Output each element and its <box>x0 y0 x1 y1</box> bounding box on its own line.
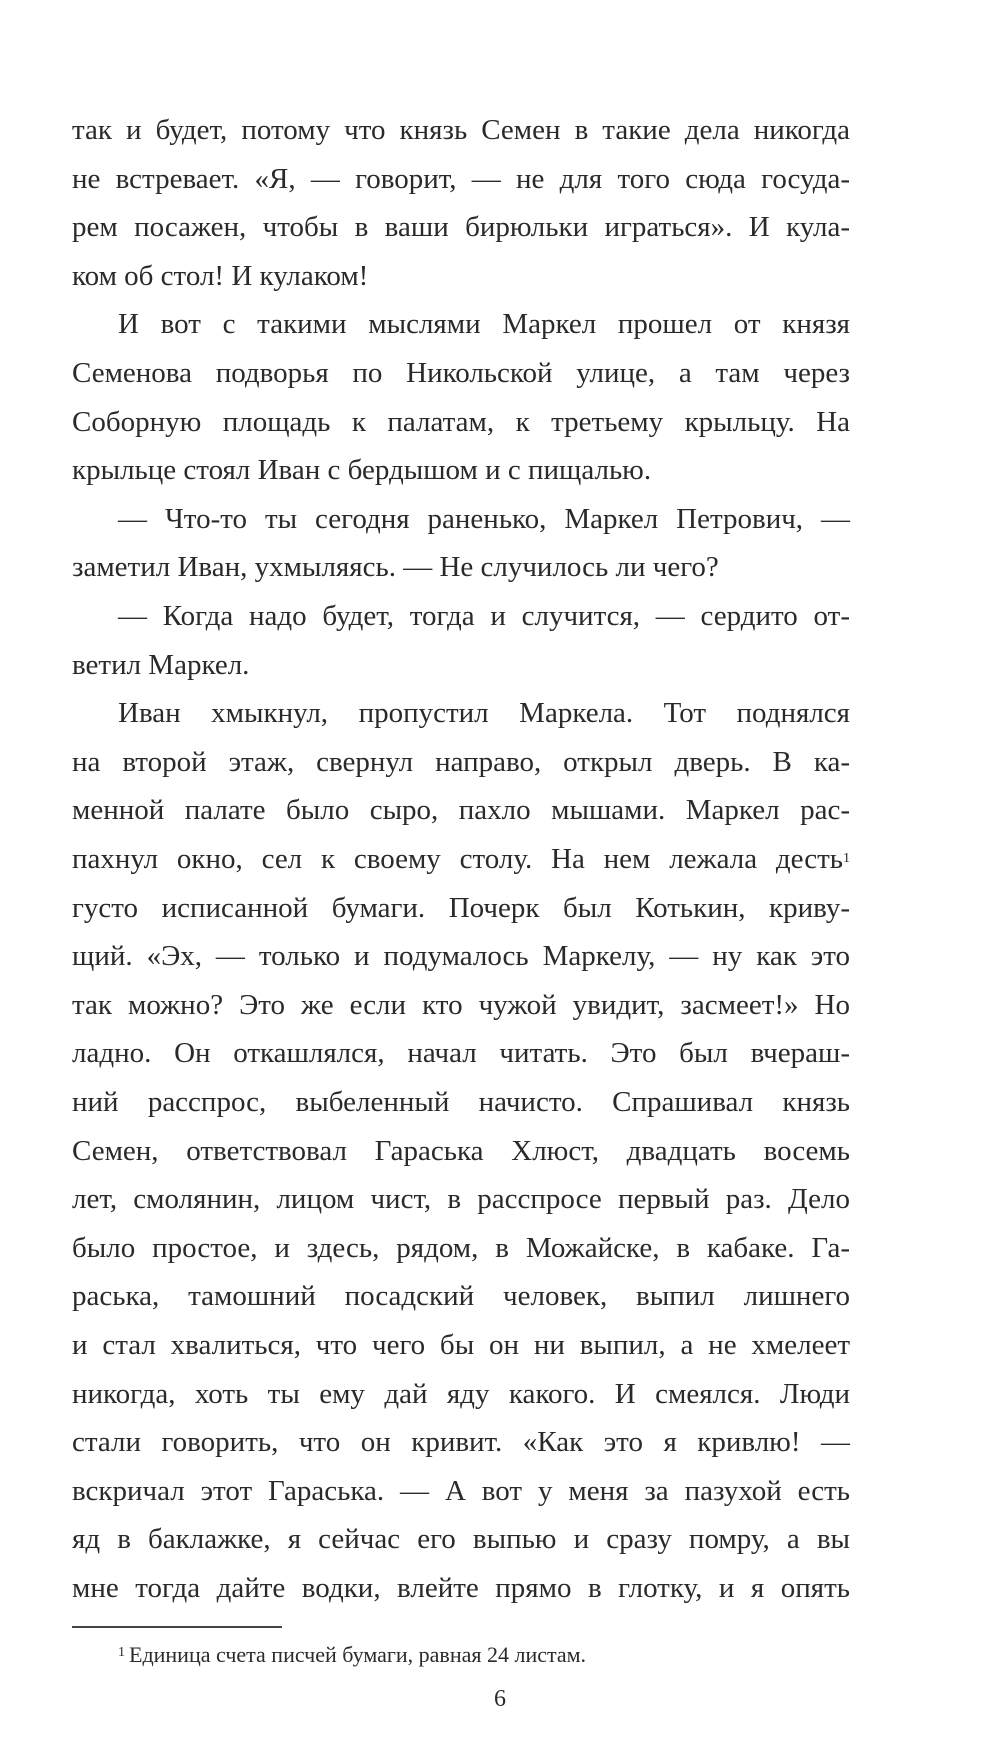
text-line: густо исписанной бумаги. Почерк был Котькин, криву- <box>72 891 850 924</box>
text-line: и стал хвалиться, что чего бы он ни выпил, а не хмелеет <box>72 1329 850 1361</box>
text-line: стали говорить, что он кривит. «Как это я кривлю! — <box>72 1426 850 1459</box>
footnote-divider <box>72 1626 282 1628</box>
text-line: ний расспрос, выбеленный начисто. Спрашивал князь <box>72 1086 850 1118</box>
text-line: И вот с такими мыслями Маркел прошел от князя <box>118 308 850 341</box>
text-line: заметил Иван, ухмыляясь. — Не случилось ли чего? <box>72 551 719 584</box>
footnote-text: Единица счета писчей бумаги, равная 24 листам. <box>129 1642 587 1667</box>
text-line: яд в баклажке, я сейчас его выпью и сразу помру, а вы <box>72 1523 850 1556</box>
footnote <box>118 1640 586 1670</box>
text-line: вскричал этот Гараська. — А вот у меня за пазухой есть <box>72 1474 850 1507</box>
text-line: Соборную площадь к палатам, к третьему крыльцу. На <box>72 405 850 438</box>
text-line: рем посажен, чтобы в ваши бирюльки играться». И кула- <box>72 211 850 244</box>
text-line: щий. «Эх, — только и подумалось Маркелу, — ну как это <box>72 940 850 973</box>
text-line: не встревает. «Я, — говорит, — не для того сюда госуда- <box>72 162 850 195</box>
text-line: ветил Маркел. <box>72 648 250 681</box>
text-line: ком об стол! И кулаком! <box>72 259 369 292</box>
text-line: на второй этаж, свернул направо, открыл дверь. В ка- <box>72 745 850 778</box>
page-number: 6 <box>494 1686 506 1712</box>
text-line: раська, тамошний посадский человек, выпил лишнего <box>72 1280 850 1313</box>
text-line: крыльце стоял Иван с бердышом и с пищалью. <box>72 454 652 487</box>
text-line: — Когда надо будет, тогда и случится, — сердито от- <box>118 600 850 632</box>
text-line: мне тогда дайте водки, влейте прямо в глотку, и я опять <box>72 1572 850 1604</box>
text-line: было простое, и здесь, рядом, в Можайске, в кабаке. Га- <box>72 1231 850 1264</box>
text-line: Семенова подворья по Никольской улице, а там через <box>72 357 850 389</box>
text-line: Иван хмыкнул, пропустил Маркела. Тот поднялся <box>118 697 850 730</box>
text-line: менной палате было сыро, пахло мышами. Маркел рас- <box>72 794 850 827</box>
footnote-reference: 1 <box>843 851 850 866</box>
text-line: ладно. Он откашлялся, начал читать. Это был вчераш- <box>72 1037 850 1070</box>
footnote-marker: 1 <box>118 1645 125 1660</box>
text-line: Семен, ответствовал Гараська Хлюст, двадцать восемь <box>72 1134 850 1167</box>
text-line: так и будет, потому что князь Семен в такие дела никогда <box>72 114 850 146</box>
text-line: пахнул окно, сел к своему столу. На нем лежала десть$^1$ <box>72 843 850 875</box>
text-line: никогда, хоть ты ему дай яду какого. И смеялся. Люди <box>72 1377 850 1410</box>
text-line: — Что-то ты сегодня раненько, Маркел Петрович, — <box>118 502 850 535</box>
text-line: лет, смолянин, лицом чист, в расспросе первый раз. Дело <box>72 1183 850 1216</box>
text-line: так можно? Это же если кто чужой увидит, засмеет!» Но <box>72 988 850 1021</box>
